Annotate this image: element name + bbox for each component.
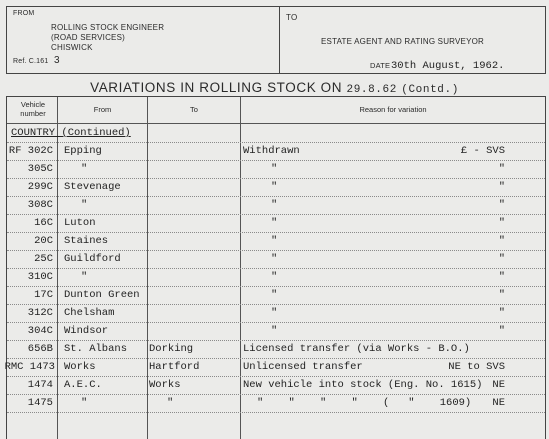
table-row [7,377,545,395]
from-cell: Epping [64,145,102,157]
variations-table [6,96,546,439]
reason-note: " [498,217,505,229]
from-cell: Works [64,361,96,373]
ref-suffix: 3 [54,55,60,66]
from-line-2: (ROAD SERVICES) [51,33,125,42]
table-row [7,287,545,305]
reason-cell: " [271,217,278,229]
reason-cell: " " " " ( " 1609) [257,397,472,409]
reason-cell: " [271,181,278,193]
table-row [4,359,545,377]
to-value: ESTATE AGENT AND RATING SURVEYOR [321,37,485,46]
reason-note: NE to SVS [448,361,505,373]
to-cell: Works [149,379,181,391]
header-divider [279,7,280,73]
reason-cell: " [271,307,278,319]
reason-cell: New vehicle into stock (Eng. No. 1615) [243,379,483,391]
from-cell: Guildford [64,253,121,265]
date-label: DATE [370,61,391,70]
table-row [7,269,545,287]
from-cell: Staines [64,235,109,247]
from-cell: " [81,163,88,175]
from-cell: " [81,199,88,211]
reason-note: " [498,199,505,211]
vehicle-number: 1475 [27,397,53,409]
vehicle-number: RF 302C [8,145,53,157]
from-cell: " [81,271,88,283]
to-cell: Hartford [149,361,200,373]
from-cell: Stevenage [64,181,121,193]
vehicle-number: 1474 [27,379,53,391]
col-header-to: To [190,104,198,114]
col-header-vehicle: Vehicle number [20,100,46,118]
reason-note: NE [492,397,505,409]
table-row [7,197,545,215]
table-row [7,233,545,251]
to-cell: Dorking [149,343,194,355]
col-header-reason: Reason for variation [359,104,427,114]
table-row [7,179,545,197]
reason-note: " [498,253,505,265]
reason-cell: Licensed transfer (via Works - B.O.) [243,343,470,355]
reason-cell: " [271,235,278,247]
vehicle-number: 25C [34,253,53,265]
from-cell: " [81,397,88,409]
to-label: TO [286,13,298,22]
table-row [7,251,545,269]
reason-cell: " [271,253,278,265]
from-cell: Dunton Green [64,289,140,301]
ref-label: Ref. C.161 [13,58,49,65]
reason-cell: " [271,199,278,211]
reason-note: £ - SVS [460,145,505,157]
section-row [7,125,545,143]
title-suffix: (Contd.) [401,84,459,96]
vehicle-number: 16C [34,217,53,229]
reason-cell: " [271,325,278,337]
from-cell: Windsor [64,325,109,337]
reason-cell: " [271,163,278,175]
reason-note: NE [492,379,505,391]
vehicle-number: 656B [27,343,53,355]
vehicle-number: 304C [27,325,53,337]
reason-cell: Unlicensed transfer [243,361,363,373]
vehicle-number: 310C [27,271,53,283]
title-date: 29.8.62 [346,84,397,96]
from-cell: St. Albans [64,343,128,355]
reason-note: " [498,163,505,175]
table-row [7,161,545,179]
reason-cell: " [271,271,278,283]
to-cell: " [167,397,174,409]
vehicle-number: 17C [34,289,53,301]
col-header-from: From [93,104,112,114]
from-cell: Chelsham [64,307,115,319]
reason-cell: Withdrawn [243,145,300,157]
reason-note: " [498,289,505,301]
table-row [7,341,545,359]
reason-note: " [498,235,505,247]
from-cell: Luton [64,217,96,229]
reason-note: " [498,325,505,337]
from-line-3: CHISWICK [51,43,93,52]
vehicle-number: RMC 1473 [4,361,55,373]
table-row [7,143,545,161]
from-cell: A.E.C. [64,379,102,391]
table-row [7,305,545,323]
title-text: VARIATIONS IN ROLLING STOCK ON [90,80,343,95]
reason-note: " [498,307,505,319]
table-row [7,323,545,341]
memo-header [6,6,546,74]
from-label: FROM [13,10,35,17]
header-rule [7,123,545,124]
page-title [0,80,549,96]
from-line-1: ROLLING STOCK ENGINEER [51,23,165,32]
section-label: COUNTRY (Continued) [11,127,131,139]
date-value: 30th August, 1962. [391,60,505,72]
reason-note: " [498,271,505,283]
vehicle-number: 308C [27,199,53,211]
reason-cell: " [271,289,278,301]
vehicle-number: 305C [27,163,53,175]
vehicle-number: 299C [27,181,53,193]
table-row [7,395,545,413]
vehicle-number: 20C [34,235,53,247]
table-row [7,215,545,233]
vehicle-number: 312C [27,307,53,319]
reason-note: " [498,181,505,193]
